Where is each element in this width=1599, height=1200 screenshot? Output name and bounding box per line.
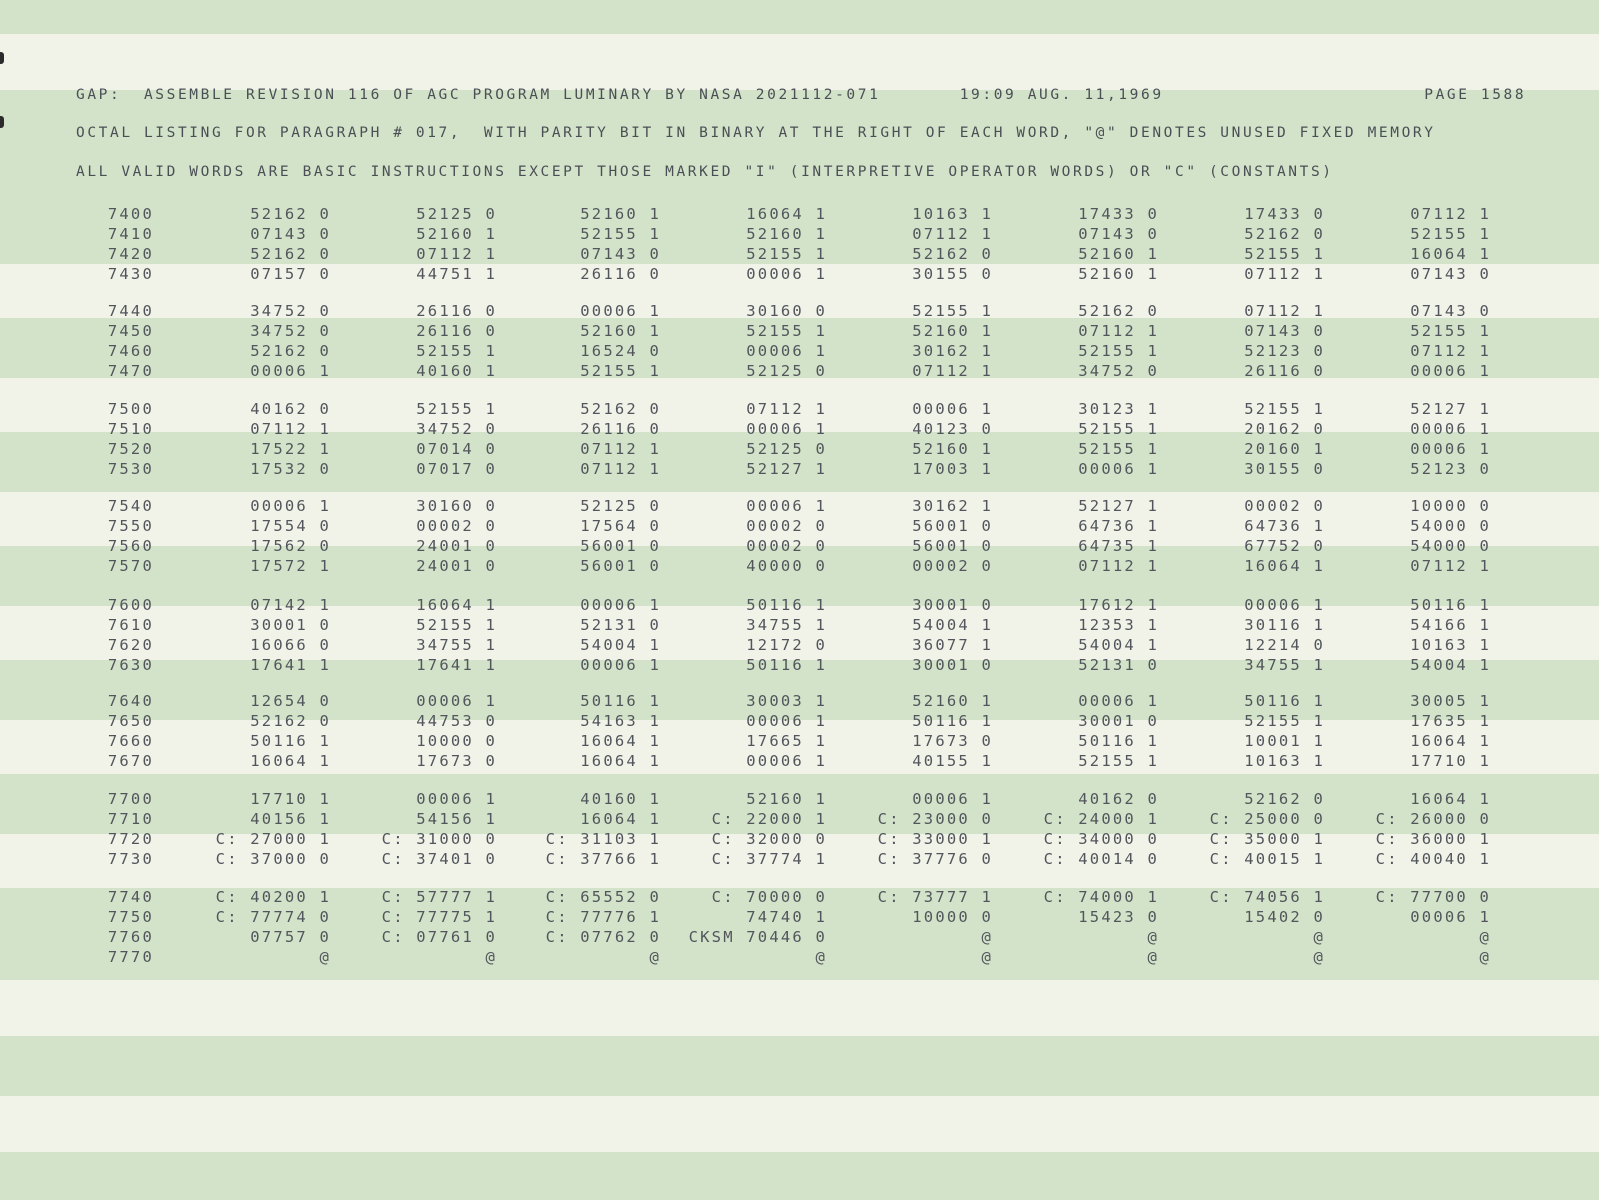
address-cell: 7650 xyxy=(107,712,154,730)
word-cell: C: 74000 1 xyxy=(1043,888,1159,906)
address-cell: 7400 xyxy=(107,205,154,223)
word-cell: 52160 1 xyxy=(416,225,497,243)
paper-band xyxy=(0,1036,1599,1096)
word-cell: 52127 1 xyxy=(746,460,827,478)
word-cell: 07112 1 xyxy=(1410,557,1491,575)
word-cell: 00006 1 xyxy=(1078,692,1159,710)
word-cell: C: 40040 1 xyxy=(1375,850,1491,868)
address-cell: 7770 xyxy=(107,948,154,966)
word-cell: 44751 1 xyxy=(416,265,497,283)
word-cell: @ xyxy=(815,948,827,966)
word-cell: 07112 1 xyxy=(912,225,993,243)
word-cell: 52162 0 xyxy=(1078,302,1159,320)
word-cell: 52162 0 xyxy=(250,712,331,730)
word-cell: 00002 0 xyxy=(746,517,827,535)
word-cell: C: 26000 0 xyxy=(1375,810,1491,828)
word-cell: 30001 0 xyxy=(250,616,331,634)
word-cell: 40160 1 xyxy=(580,790,661,808)
word-cell: C: 40014 0 xyxy=(1043,850,1159,868)
word-cell: 07112 1 xyxy=(1078,322,1159,340)
word-cell: C: 07762 0 xyxy=(545,928,661,946)
word-cell: 30162 1 xyxy=(912,497,993,515)
word-cell: 52155 1 xyxy=(1244,712,1325,730)
word-cell: 07143 0 xyxy=(580,245,661,263)
word-cell: 10000 0 xyxy=(912,908,993,926)
address-cell: 7600 xyxy=(107,596,154,614)
word-cell: 40155 1 xyxy=(912,752,993,770)
word-cell: 07112 1 xyxy=(912,362,993,380)
word-cell: 64735 1 xyxy=(1078,537,1159,555)
word-cell: 52160 1 xyxy=(912,322,993,340)
word-cell: 00006 1 xyxy=(580,302,661,320)
word-cell: @ xyxy=(319,948,331,966)
word-cell: 12172 0 xyxy=(746,636,827,654)
word-cell: 52160 1 xyxy=(580,322,661,340)
word-cell: 07142 1 xyxy=(250,596,331,614)
address-cell: 7510 xyxy=(107,420,154,438)
word-cell: 26116 0 xyxy=(416,322,497,340)
word-cell: 15402 0 xyxy=(1244,908,1325,926)
word-cell: 17554 0 xyxy=(250,517,331,535)
word-cell: C: 77774 0 xyxy=(215,908,331,926)
word-cell: 52131 0 xyxy=(1078,656,1159,674)
word-cell: C: 23000 0 xyxy=(877,810,993,828)
word-cell: 36077 1 xyxy=(912,636,993,654)
word-cell: 07143 0 xyxy=(1410,302,1491,320)
word-cell: 17641 1 xyxy=(250,656,331,674)
word-cell: 50116 1 xyxy=(746,656,827,674)
address-cell: 7450 xyxy=(107,322,154,340)
word-cell: 52131 0 xyxy=(580,616,661,634)
word-cell: 52123 0 xyxy=(1244,342,1325,360)
word-cell: C: 31103 1 xyxy=(545,830,661,848)
word-cell: 52162 0 xyxy=(1244,225,1325,243)
word-cell: C: 34000 0 xyxy=(1043,830,1159,848)
address-cell: 7470 xyxy=(107,362,154,380)
word-cell: 17710 1 xyxy=(1410,752,1491,770)
word-cell: 54163 1 xyxy=(580,712,661,730)
word-cell: 30005 1 xyxy=(1410,692,1491,710)
word-cell: 07112 1 xyxy=(1078,557,1159,575)
word-cell: 40162 0 xyxy=(250,400,331,418)
word-cell: 17433 0 xyxy=(1244,205,1325,223)
word-cell: 07112 1 xyxy=(1244,265,1325,283)
word-cell: C: 07761 0 xyxy=(381,928,497,946)
address-cell: 7750 xyxy=(107,908,154,926)
word-cell: 30162 1 xyxy=(912,342,993,360)
word-cell: 17710 1 xyxy=(250,790,331,808)
word-cell: 34755 1 xyxy=(1244,656,1325,674)
word-cell: 34752 0 xyxy=(1078,362,1159,380)
word-cell: 16064 1 xyxy=(416,596,497,614)
word-cell: 52125 0 xyxy=(746,440,827,458)
word-cell: 10163 1 xyxy=(1244,752,1325,770)
word-cell: 52155 1 xyxy=(1078,752,1159,770)
word-cell: 16064 1 xyxy=(746,205,827,223)
word-cell: 52125 0 xyxy=(580,497,661,515)
word-cell: 17673 0 xyxy=(416,752,497,770)
word-cell: 26116 0 xyxy=(580,265,661,283)
word-cell: 07112 1 xyxy=(1410,342,1491,360)
word-cell: 00006 1 xyxy=(1410,362,1491,380)
word-cell: 00006 1 xyxy=(912,400,993,418)
word-cell: 30116 1 xyxy=(1244,616,1325,634)
word-cell: 00002 0 xyxy=(416,517,497,535)
word-cell: 00002 0 xyxy=(746,537,827,555)
word-cell: 17673 0 xyxy=(912,732,993,750)
word-cell: 15423 0 xyxy=(1078,908,1159,926)
word-cell: 07112 1 xyxy=(746,400,827,418)
word-cell: @ xyxy=(981,948,993,966)
margin-punch-mark xyxy=(0,52,4,64)
word-cell: 10163 1 xyxy=(1410,636,1491,654)
word-cell: 34752 0 xyxy=(416,420,497,438)
word-cell: 52125 0 xyxy=(746,362,827,380)
word-cell: 24001 0 xyxy=(416,537,497,555)
word-cell: C: 37401 0 xyxy=(381,850,497,868)
word-cell: 00006 1 xyxy=(746,497,827,515)
word-cell: C: 40200 1 xyxy=(215,888,331,906)
word-cell: 54004 1 xyxy=(1078,636,1159,654)
word-cell: 16064 1 xyxy=(250,752,331,770)
word-cell: 12214 0 xyxy=(1244,636,1325,654)
word-cell: 30001 0 xyxy=(912,656,993,674)
word-cell: 52160 1 xyxy=(912,440,993,458)
word-cell: 30160 0 xyxy=(746,302,827,320)
word-cell: 00006 1 xyxy=(746,342,827,360)
word-cell: 67752 0 xyxy=(1244,537,1325,555)
word-cell: 52155 1 xyxy=(1078,420,1159,438)
word-cell: 00002 0 xyxy=(912,557,993,575)
word-cell: 00006 1 xyxy=(580,596,661,614)
word-cell: @ xyxy=(1479,948,1491,966)
address-cell: 7700 xyxy=(107,790,154,808)
word-cell: 16064 1 xyxy=(1410,732,1491,750)
word-cell: 56001 0 xyxy=(912,517,993,535)
paper-band xyxy=(0,0,1599,34)
word-cell: 52127 1 xyxy=(1078,497,1159,515)
word-cell: 54004 1 xyxy=(1410,656,1491,674)
word-cell: 07112 1 xyxy=(250,420,331,438)
address-cell: 7530 xyxy=(107,460,154,478)
address-cell: 7440 xyxy=(107,302,154,320)
word-cell: 52155 1 xyxy=(912,302,993,320)
address-cell: 7640 xyxy=(107,692,154,710)
word-cell: 50116 1 xyxy=(1410,596,1491,614)
word-cell: @ xyxy=(1313,948,1325,966)
word-cell: 20160 1 xyxy=(1244,440,1325,458)
word-cell: 34755 1 xyxy=(416,636,497,654)
word-cell: 56001 0 xyxy=(580,537,661,555)
word-cell: 16064 1 xyxy=(1410,245,1491,263)
word-cell: 26116 0 xyxy=(416,302,497,320)
word-cell: 52162 0 xyxy=(1244,790,1325,808)
word-cell: 00006 1 xyxy=(250,497,331,515)
word-cell: 00006 1 xyxy=(416,692,497,710)
word-cell: 00006 1 xyxy=(746,712,827,730)
word-cell: 52155 1 xyxy=(1078,440,1159,458)
address-cell: 7460 xyxy=(107,342,154,360)
address-cell: 7720 xyxy=(107,830,154,848)
word-cell: 50116 1 xyxy=(746,596,827,614)
address-cell: 7740 xyxy=(107,888,154,906)
word-cell: 17564 0 xyxy=(580,517,661,535)
address-cell: 7630 xyxy=(107,656,154,674)
word-cell: 17532 0 xyxy=(250,460,331,478)
word-cell: 26116 0 xyxy=(580,420,661,438)
word-cell: 10163 1 xyxy=(912,205,993,223)
word-cell: 50116 1 xyxy=(1078,732,1159,750)
word-cell: @ xyxy=(1147,928,1159,946)
word-cell: 10000 0 xyxy=(1410,497,1491,515)
address-cell: 7730 xyxy=(107,850,154,868)
address-cell: 7560 xyxy=(107,537,154,555)
word-cell: 00006 1 xyxy=(416,790,497,808)
word-cell: 52162 0 xyxy=(580,400,661,418)
address-cell: 7520 xyxy=(107,440,154,458)
word-cell: 40160 1 xyxy=(416,362,497,380)
word-cell: 16524 0 xyxy=(580,342,661,360)
word-cell: 52160 1 xyxy=(746,790,827,808)
word-cell: C: 74056 1 xyxy=(1209,888,1325,906)
listing-legend: ALL VALID WORDS ARE BASIC INSTRUCTIONS EXCEPT THOSE MARKED "I" (INTERPRETIVE OPERATOR WORDS) OR "C" (CONSTANTS) xyxy=(76,164,1334,180)
word-cell: 52123 0 xyxy=(1410,460,1491,478)
word-cell: 07017 0 xyxy=(416,460,497,478)
word-cell: C: 40015 1 xyxy=(1209,850,1325,868)
word-cell: 00006 1 xyxy=(1078,460,1159,478)
word-cell: 52155 1 xyxy=(746,322,827,340)
word-cell: 00006 1 xyxy=(1410,440,1491,458)
word-cell: 16064 1 xyxy=(580,810,661,828)
word-cell: 17562 0 xyxy=(250,537,331,555)
word-cell: 50116 1 xyxy=(912,712,993,730)
word-cell: 16064 1 xyxy=(1244,557,1325,575)
word-cell: 00006 1 xyxy=(1410,908,1491,926)
word-cell: 56001 0 xyxy=(912,537,993,555)
word-cell: C: 77775 1 xyxy=(381,908,497,926)
word-cell: 52160 1 xyxy=(580,205,661,223)
word-cell: @ xyxy=(485,948,497,966)
word-cell: 54000 0 xyxy=(1410,517,1491,535)
word-cell: 52160 1 xyxy=(912,692,993,710)
word-cell: 16064 1 xyxy=(1410,790,1491,808)
word-cell: 10000 0 xyxy=(416,732,497,750)
word-cell: 07157 0 xyxy=(250,265,331,283)
word-cell: 26116 0 xyxy=(1244,362,1325,380)
word-cell: C: 32000 0 xyxy=(711,830,827,848)
word-cell: 52155 1 xyxy=(1410,322,1491,340)
word-cell: C: 36000 1 xyxy=(1375,830,1491,848)
word-cell: 74740 1 xyxy=(746,908,827,926)
word-cell: 52162 0 xyxy=(250,205,331,223)
word-cell: 52155 1 xyxy=(416,400,497,418)
word-cell: 00006 1 xyxy=(1244,596,1325,614)
word-cell: 52155 1 xyxy=(580,362,661,380)
word-cell: 24001 0 xyxy=(416,557,497,575)
word-cell: 00006 1 xyxy=(746,752,827,770)
word-cell: 07112 1 xyxy=(1244,302,1325,320)
word-cell: 52160 1 xyxy=(1078,245,1159,263)
word-cell: 12654 0 xyxy=(250,692,331,710)
listing-subtitle: OCTAL LISTING FOR PARAGRAPH # 017, WITH PARITY BIT IN BINARY AT THE RIGHT OF EACH WORD, "@" DENOTES UNUSED FIXED MEMORY xyxy=(76,125,1436,141)
word-cell: 52160 1 xyxy=(746,225,827,243)
word-cell: 40000 0 xyxy=(746,557,827,575)
word-cell: 64736 1 xyxy=(1244,517,1325,535)
word-cell: 52162 0 xyxy=(912,245,993,263)
word-cell: 52155 1 xyxy=(416,616,497,634)
word-cell: 16064 1 xyxy=(580,732,661,750)
word-cell: C: 70000 0 xyxy=(711,888,827,906)
word-cell: 17433 0 xyxy=(1078,205,1159,223)
word-cell: 40156 1 xyxy=(250,810,331,828)
word-cell: 64736 1 xyxy=(1078,517,1159,535)
word-cell: C: 37766 1 xyxy=(545,850,661,868)
word-cell: 30123 1 xyxy=(1078,400,1159,418)
word-cell: C: 33000 1 xyxy=(877,830,993,848)
address-cell: 7760 xyxy=(107,928,154,946)
word-cell: 34752 0 xyxy=(250,322,331,340)
word-cell: 30003 1 xyxy=(746,692,827,710)
word-cell: @ xyxy=(1479,928,1491,946)
word-cell: 30155 0 xyxy=(1244,460,1325,478)
word-cell: 17612 1 xyxy=(1078,596,1159,614)
word-cell: 52155 1 xyxy=(580,225,661,243)
word-cell: 17665 1 xyxy=(746,732,827,750)
word-cell: 52155 1 xyxy=(1244,400,1325,418)
word-cell: C: 22000 1 xyxy=(711,810,827,828)
word-cell: C: 65552 0 xyxy=(545,888,661,906)
word-cell: 00006 1 xyxy=(746,265,827,283)
word-cell: 07112 1 xyxy=(580,460,661,478)
word-cell: 30155 0 xyxy=(912,265,993,283)
word-cell: 17522 1 xyxy=(250,440,331,458)
paper-band xyxy=(0,90,1599,204)
word-cell: 54004 1 xyxy=(912,616,993,634)
address-cell: 7550 xyxy=(107,517,154,535)
word-cell: 54156 1 xyxy=(416,810,497,828)
address-cell: 7710 xyxy=(107,810,154,828)
word-cell: C: 77776 1 xyxy=(545,908,661,926)
word-cell: 00006 1 xyxy=(746,420,827,438)
word-cell: 07014 0 xyxy=(416,440,497,458)
word-cell: C: 73777 1 xyxy=(877,888,993,906)
word-cell: 40123 0 xyxy=(912,420,993,438)
word-cell: C: 31000 0 xyxy=(381,830,497,848)
word-cell: 52162 0 xyxy=(250,342,331,360)
word-cell: 50116 1 xyxy=(250,732,331,750)
word-cell: 40162 0 xyxy=(1078,790,1159,808)
word-cell: 54166 1 xyxy=(1410,616,1491,634)
word-cell: 56001 0 xyxy=(580,557,661,575)
word-cell: 52162 0 xyxy=(250,245,331,263)
word-cell: 07112 1 xyxy=(1410,205,1491,223)
word-cell: C: 77700 0 xyxy=(1375,888,1491,906)
word-cell: 30001 0 xyxy=(912,596,993,614)
word-cell: 00006 1 xyxy=(580,656,661,674)
word-cell: 52155 1 xyxy=(1244,245,1325,263)
word-cell: 34752 0 xyxy=(250,302,331,320)
word-cell: C: 37776 0 xyxy=(877,850,993,868)
word-cell: 17635 1 xyxy=(1410,712,1491,730)
address-cell: 7420 xyxy=(107,245,154,263)
address-cell: 7500 xyxy=(107,400,154,418)
margin-punch-mark xyxy=(0,116,4,128)
word-cell: 07757 0 xyxy=(250,928,331,946)
word-cell: 07143 0 xyxy=(1410,265,1491,283)
word-cell: 30001 0 xyxy=(1078,712,1159,730)
word-cell: 30160 0 xyxy=(416,497,497,515)
word-cell: 54004 1 xyxy=(580,636,661,654)
word-cell: 12353 1 xyxy=(1078,616,1159,634)
word-cell: CKSM 70446 0 xyxy=(688,928,827,946)
word-cell: 52155 1 xyxy=(1078,342,1159,360)
address-cell: 7610 xyxy=(107,616,154,634)
word-cell: 52127 1 xyxy=(1410,400,1491,418)
word-cell: 54000 0 xyxy=(1410,537,1491,555)
address-cell: 7660 xyxy=(107,732,154,750)
word-cell: 44753 0 xyxy=(416,712,497,730)
word-cell: 16064 1 xyxy=(580,752,661,770)
word-cell: C: 37774 1 xyxy=(711,850,827,868)
word-cell: 17003 1 xyxy=(912,460,993,478)
word-cell: 00006 1 xyxy=(1410,420,1491,438)
word-cell: 52155 1 xyxy=(746,245,827,263)
word-cell: 07112 1 xyxy=(580,440,661,458)
word-cell: C: 57777 1 xyxy=(381,888,497,906)
word-cell: 07143 0 xyxy=(250,225,331,243)
address-cell: 7570 xyxy=(107,557,154,575)
address-cell: 7670 xyxy=(107,752,154,770)
word-cell: C: 37000 0 xyxy=(215,850,331,868)
address-cell: 7540 xyxy=(107,497,154,515)
word-cell: 10001 1 xyxy=(1244,732,1325,750)
word-cell: 07112 1 xyxy=(416,245,497,263)
word-cell: C: 25000 0 xyxy=(1209,810,1325,828)
word-cell: 20162 0 xyxy=(1244,420,1325,438)
word-cell: C: 35000 1 xyxy=(1209,830,1325,848)
word-cell: C: 27000 1 xyxy=(215,830,331,848)
address-cell: 7430 xyxy=(107,265,154,283)
word-cell: 07143 0 xyxy=(1244,322,1325,340)
word-cell: @ xyxy=(649,948,661,966)
word-cell: 00002 0 xyxy=(1244,497,1325,515)
word-cell: 52125 0 xyxy=(416,205,497,223)
word-cell: 00006 1 xyxy=(912,790,993,808)
word-cell: 07143 0 xyxy=(1078,225,1159,243)
word-cell: 17572 1 xyxy=(250,557,331,575)
word-cell: 50116 1 xyxy=(1244,692,1325,710)
word-cell: 34755 1 xyxy=(746,616,827,634)
paper-band xyxy=(0,1152,1599,1200)
address-cell: 7410 xyxy=(107,225,154,243)
word-cell: 17641 1 xyxy=(416,656,497,674)
word-cell: C: 24000 1 xyxy=(1043,810,1159,828)
word-cell: @ xyxy=(1313,928,1325,946)
word-cell: 52160 1 xyxy=(1078,265,1159,283)
listing-title: GAP: ASSEMBLE REVISION 116 OF AGC PROGRAM LUMINARY BY NASA 2021112-071 19:09 AUG. 11,1969 PAGE 1588 xyxy=(76,87,1527,103)
word-cell: 50116 1 xyxy=(580,692,661,710)
address-cell: 7620 xyxy=(107,636,154,654)
word-cell: 00006 1 xyxy=(250,362,331,380)
word-cell: @ xyxy=(981,928,993,946)
word-cell: 52155 1 xyxy=(1410,225,1491,243)
word-cell: 52155 1 xyxy=(416,342,497,360)
word-cell: @ xyxy=(1147,948,1159,966)
word-cell: 16066 0 xyxy=(250,636,331,654)
